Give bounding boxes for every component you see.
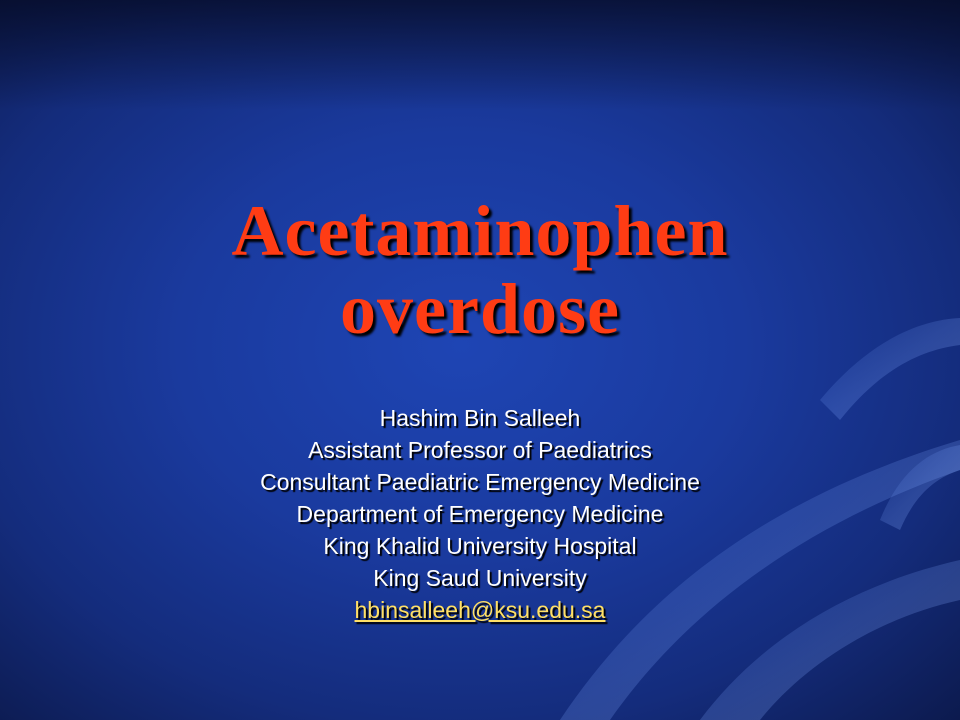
title-line-2: overdose <box>340 269 620 349</box>
author-hospital: King Khalid University Hospital <box>323 533 637 559</box>
author-name: Hashim Bin Salleeh <box>379 405 581 431</box>
author-position: Assistant Professor of Paediatrics <box>308 437 652 463</box>
author-email-link[interactable]: hbinsalleeh@ksu.edu.sa <box>354 597 606 623</box>
title-line-1: Acetaminophen <box>231 191 729 271</box>
slide-title <box>0 192 960 348</box>
author-role: Consultant Paediatric Emergency Medicine <box>260 469 700 495</box>
author-info <box>0 402 960 626</box>
author-university: King Saud University <box>373 565 587 591</box>
author-department: Department of Emergency Medicine <box>296 501 664 527</box>
